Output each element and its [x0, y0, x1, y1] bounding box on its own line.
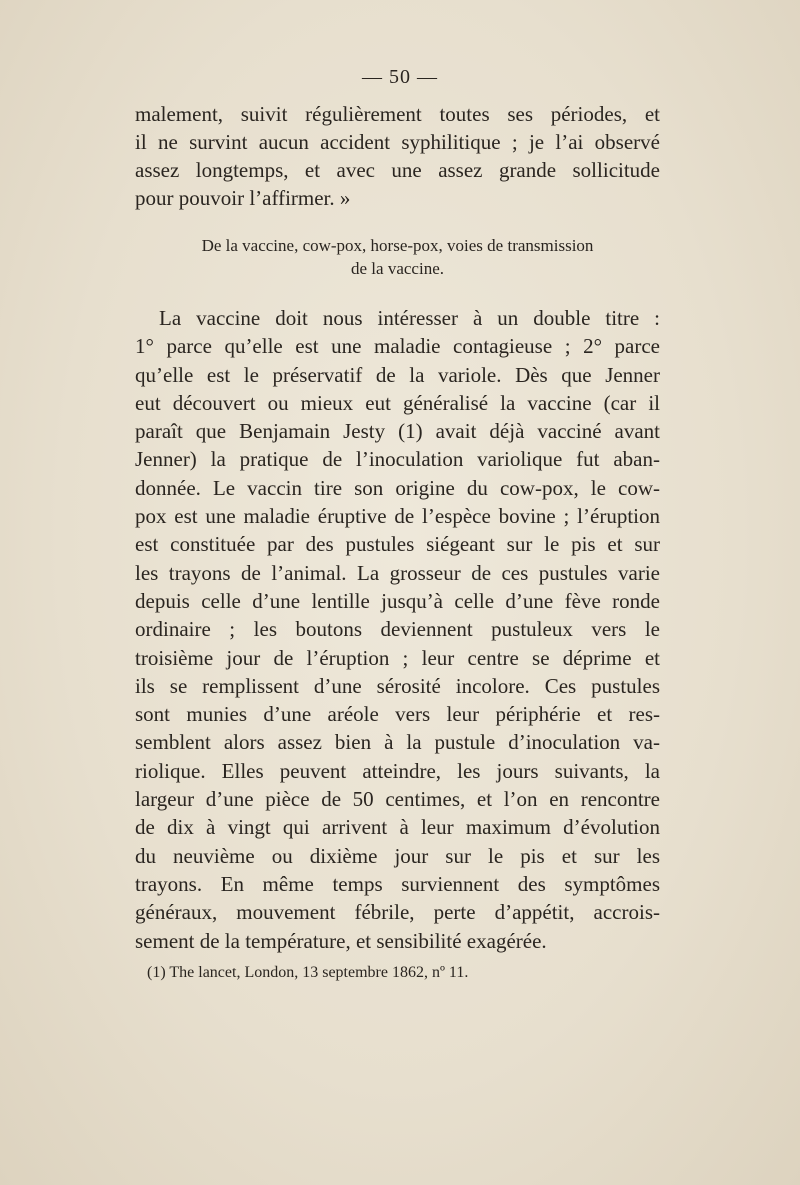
text-line: assez longtemps, et avec une assez grande sollicitude	[135, 158, 660, 182]
text-line: ordinaire ; les boutons deviennent pustuleux vers le	[135, 617, 660, 642]
text-line: La vaccine doit nous intéresser à un double titre :	[159, 306, 660, 330]
text-line: il ne survint aucun accident syphilitique ; je l’ai observé	[135, 130, 660, 154]
heading-line: de la vaccine.	[351, 259, 444, 278]
section-heading	[135, 234, 660, 280]
text-line: les trayons de l’animal. La grosseur de ces pustules varie	[135, 560, 660, 585]
text-line: est constituée par des pustules siégeant sur le pis et sur	[135, 532, 660, 557]
text-line: largeur d’une pièce de 50 centimes, et l’on en rencontre	[135, 787, 660, 812]
text-line: troisième jour de l’éruption ; leur centre se déprime et	[135, 645, 660, 670]
heading-line: De la vaccine, cow-pox, horse-pox, voies de transmission	[201, 236, 594, 255]
text-line: ils se remplissent d’une sérosité incolore. Ces pustules	[135, 673, 660, 698]
text-line: eut découvert ou mieux eut généralisé la vaccine (car il	[135, 390, 660, 415]
text-line: qu’elle est le préservatif de la variole. Dès que Jenner	[135, 362, 660, 387]
text-line: riolique. Elles peuvent atteindre, les jours suivants, la	[135, 758, 660, 783]
text-line: pox est une maladie éruptive de l’espèce bovine ; l’éruption	[135, 504, 660, 529]
footnote: (1) The lancet, London, 13 septembre 1862, nº 11.	[147, 964, 469, 981]
text-line: Jenner) la pratique de l’inoculation variolique fut aban-	[135, 447, 660, 472]
text-line: généraux, mouvement fébrile, perte d’appétit, accrois-	[135, 900, 660, 925]
text-line: sont munies d’une aréole vers leur périphérie et res-	[135, 702, 660, 727]
text-line: depuis celle d’une lentille jusqu’à celle d’une fève ronde	[135, 588, 660, 613]
page-number: — 50 —	[362, 66, 438, 88]
text-line: sement de la température, et sensibilité exagérée.	[135, 928, 547, 953]
text-line: 1° parce qu’elle est une maladie contagieuse ; 2° parce	[135, 334, 660, 359]
text-line: malement, suivit régulièrement toutes ses périodes, et	[135, 102, 660, 126]
text-line: donnée. Le vaccin tire son origine du cow-pox, le cow-	[135, 475, 660, 500]
text-line: trayons. En même temps surviennent des symptômes	[135, 871, 660, 896]
text-line: de dix à vingt qui arrivent à leur maximum d’évolution	[135, 815, 660, 840]
text-line: du neuvième ou dixième jour sur le pis et sur les	[135, 843, 660, 868]
paragraph-continuation	[135, 100, 660, 212]
paragraph-vaccine	[135, 304, 660, 955]
text-line: pour pouvoir l’affirmer. »	[135, 186, 351, 210]
text-line: semblent alors assez bien à la pustule d’inoculation va-	[135, 730, 660, 755]
text-line: paraît que Benjamain Jesty (1) avait déjà vacciné avant	[135, 419, 660, 444]
